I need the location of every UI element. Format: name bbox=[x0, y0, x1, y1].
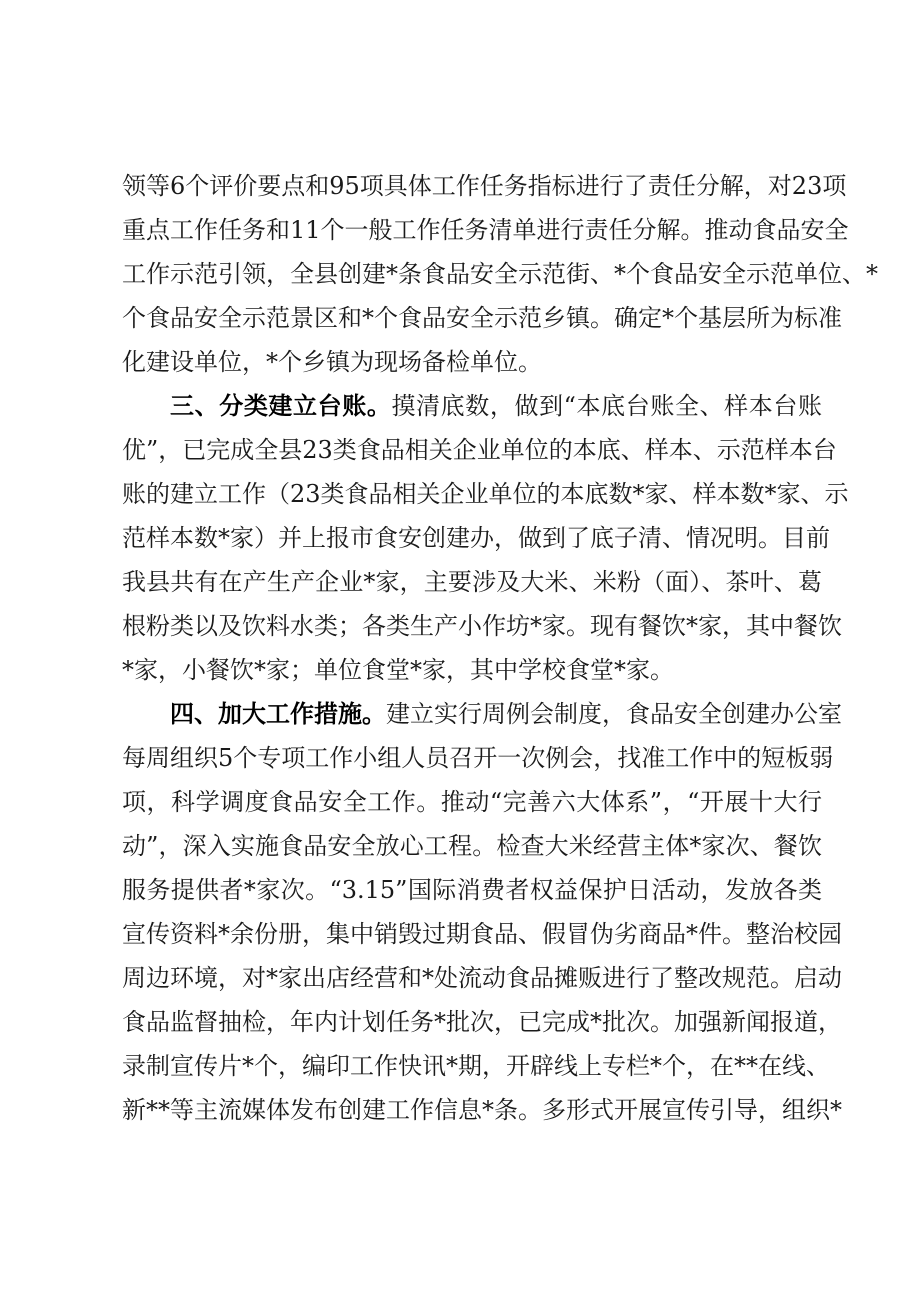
paragraph-3-line-4: 动”，深入实施食品安全放心工程。检查大米经营主体*家次、餐饮 bbox=[122, 832, 822, 860]
paragraph-3-line-1 bbox=[170, 696, 842, 732]
section-heading-4: 四、加大工作措施。 bbox=[170, 700, 386, 728]
paragraph-3-line-10: 新**等主流媒体发布创建工作信息*条。多形式开展宣传引导，组织* bbox=[122, 1096, 842, 1124]
paragraph-2-line-6: 根粉类以及饮料水类；各类生产小作坊*家。现有餐饮*家，其中餐饮 bbox=[122, 612, 842, 640]
paragraph-3-line-1-text: 建立实行周例会制度，食品安全创建办公室 bbox=[386, 700, 842, 728]
paragraph-1-line-4: 个食品安全示范景区和*个食品安全示范乡镇。确定*个基层所为标准 bbox=[122, 304, 842, 332]
paragraph-3-line-8: 食品监督抽检，年内计划任务*批次，已完成*批次。加强新闻报道， bbox=[122, 1008, 842, 1036]
paragraph-2-line-5: 我县共有在产生产企业*家，主要涉及大米、米粉（面）、茶叶、葛 bbox=[122, 568, 822, 596]
paragraph-2-line-1 bbox=[170, 388, 822, 424]
paragraph-2-line-2: 优”，已完成全县23类食品相关企业单位的本底、样本、示范样本台 bbox=[122, 436, 837, 464]
paragraph-2-line-4: 范样本数*家）并上报市食安创建办，做到了底子清、情况明。目前 bbox=[122, 524, 830, 552]
paragraph-1-line-5: 化建设单位，*个乡镇为现场备检单位。 bbox=[122, 348, 542, 376]
paragraph-1-line-1: 领等6个评价要点和95项具体工作任务指标进行了责任分解，对23项 bbox=[122, 172, 847, 200]
paragraph-3-line-3: 项，科学调度食品安全工作。推动“完善六大体系”，“开展十大行 bbox=[122, 788, 822, 816]
paragraph-1-line-2: 重点工作任务和11个一般工作任务清单进行责任分解。推动食品安全 bbox=[122, 216, 849, 244]
paragraph-3-line-7: 周边环境，对*家出店经营和*处流动食品摊贩进行了整改规范。启动 bbox=[122, 964, 842, 992]
paragraph-3-line-6: 宣传资料*余份册，集中销毁过期食品、假冒伪劣商品*件。整治校园 bbox=[122, 920, 842, 948]
paragraph-2-line-3: 账的建立工作（23类食品相关企业单位的本底数*家、样本数*家、示 bbox=[122, 480, 849, 508]
paragraph-2-line-7: *家，小餐饮*家；单位食堂*家，其中学校食堂*家。 bbox=[122, 656, 674, 684]
paragraph-3-line-2: 每周组织5个专项工作小组人员召开一次例会，找准工作中的短板弱 bbox=[122, 744, 834, 772]
paragraph-2-line-1-text: 摸清底数，做到“本底台账全、样本台账 bbox=[391, 392, 822, 420]
paragraph-3-line-5: 服务提供者*家次。“3.15”国际消费者权益保护日活动，发放各类 bbox=[122, 876, 822, 904]
section-heading-3: 三、分类建立台账。 bbox=[170, 392, 392, 420]
paragraph-1-line-3: 工作示范引领，全县创建*条食品安全示范街、*个食品安全示范单位、* bbox=[122, 260, 878, 288]
paragraph-3-line-9: 录制宣传片*个，编印工作快讯*期，开辟线上专栏*个，在**在线、 bbox=[122, 1052, 830, 1080]
